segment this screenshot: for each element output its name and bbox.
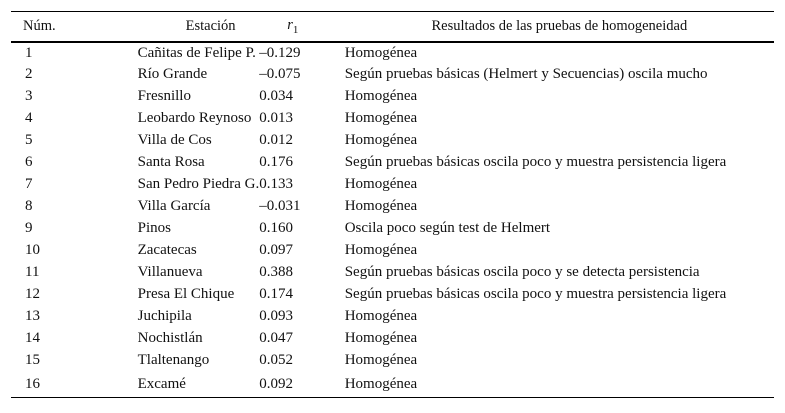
cell-num: 14 <box>25 330 40 346</box>
cell-r1: 0.052 <box>259 352 294 368</box>
table-body <box>11 42 774 398</box>
cell-estacion: Presa El Chique <box>137 286 235 302</box>
header-estacion: Estación <box>68 12 260 42</box>
table-row <box>11 306 774 328</box>
table-row <box>11 284 774 306</box>
cell-r1: 0.092 <box>259 372 344 398</box>
cell-num: 7 <box>25 176 33 192</box>
homogeneity-table-container <box>11 11 774 398</box>
table-row <box>11 350 774 372</box>
cell-estacion: Zacatecas <box>137 242 197 258</box>
cell-resultado: Homogénea <box>344 198 418 214</box>
cell-num: 1 <box>25 44 33 61</box>
cell-resultado: Homogénea <box>344 308 418 324</box>
cell-r1: –0.075 <box>259 66 301 82</box>
table-row <box>11 174 774 196</box>
cell-resultado: Homogénea <box>344 110 418 126</box>
table-row <box>11 64 774 86</box>
cell-r1: 0.097 <box>259 242 294 258</box>
cell-num: 3 <box>25 88 33 104</box>
cell-r1: –0.031 <box>259 198 301 214</box>
cell-r1: 0.174 <box>259 286 294 302</box>
cell-resultado: Homogénea <box>344 132 418 148</box>
cell-estacion: San Pedro Piedra G. <box>137 176 260 192</box>
table-row <box>11 262 774 284</box>
header-r1-symbol: r <box>287 16 293 33</box>
cell-resultado: Homogénea <box>344 44 418 61</box>
cell-r1: 0.093 <box>259 308 294 324</box>
cell-resultado: Oscila poco según test de Helmert <box>344 220 551 236</box>
cell-resultado: Homogénea <box>344 330 418 346</box>
cell-num: 2 <box>25 66 33 82</box>
cell-estacion: Cañitas de Felipe P. <box>137 44 256 61</box>
table-row <box>11 372 774 398</box>
cell-resultado: Homogénea <box>344 176 418 192</box>
cell-num: 4 <box>25 110 33 126</box>
table-row <box>11 218 774 240</box>
cell-r1: 0.133 <box>259 176 294 192</box>
header-num: Núm. <box>11 12 68 42</box>
cell-r1: 0.160 <box>259 220 294 236</box>
cell-estacion: Río Grande <box>137 66 208 82</box>
header-row <box>11 12 774 42</box>
cell-estacion: Tlaltenango <box>137 352 210 368</box>
cell-num: 11 <box>25 264 40 280</box>
cell-num: 15 <box>25 352 40 368</box>
cell-estacion: Fresnillo <box>137 88 191 104</box>
table-row <box>11 42 774 64</box>
cell-resultado: Según pruebas básicas oscila poco y se detecta persistencia <box>344 264 700 280</box>
cell-resultado: Homogénea <box>344 242 418 258</box>
cell-estacion: Juchipila <box>137 308 192 324</box>
cell-num: 9 <box>25 220 33 236</box>
cell-num: 8 <box>25 198 33 214</box>
cell-r1: 0.176 <box>259 154 294 170</box>
cell-num: 13 <box>25 308 40 324</box>
cell-r1: –0.129 <box>259 44 301 61</box>
cell-estacion: Excamé <box>68 372 260 398</box>
cell-num: 6 <box>25 154 33 170</box>
table-row <box>11 108 774 130</box>
cell-resultado: Homogénea <box>344 88 418 104</box>
table-header <box>11 12 774 42</box>
cell-resultado: Según pruebas básicas oscila poco y muestra persistencia ligera <box>344 154 727 170</box>
cell-resultado: Homogénea <box>345 372 774 398</box>
cell-estacion: Villa de Cos <box>137 132 212 148</box>
cell-r1: 0.047 <box>259 330 294 346</box>
table-row <box>11 328 774 350</box>
cell-resultado: Homogénea <box>344 352 418 368</box>
cell-estacion: Nochistlán <box>137 330 203 346</box>
cell-r1: 0.388 <box>259 264 294 280</box>
cell-r1: 0.012 <box>259 132 294 148</box>
cell-r1: 0.013 <box>259 110 294 126</box>
table-row <box>11 86 774 108</box>
cell-estacion: Santa Rosa <box>137 154 205 170</box>
homogeneity-table <box>11 11 774 398</box>
cell-resultado: Según pruebas básicas (Helmert y Secuencias) oscila mucho <box>344 66 708 82</box>
cell-num: 12 <box>25 286 40 302</box>
table-row <box>11 152 774 174</box>
cell-r1: 0.034 <box>259 88 294 104</box>
cell-estacion: Villa García <box>137 198 211 214</box>
cell-estacion: Leobardo Reynoso <box>137 110 252 126</box>
cell-estacion: Pinos <box>137 220 171 236</box>
header-r1-subscript: 1 <box>292 23 299 36</box>
table-row <box>11 240 774 262</box>
table-row <box>11 196 774 218</box>
cell-num: 5 <box>25 132 33 148</box>
table-row <box>11 130 774 152</box>
header-resultados: Resultados de las pruebas de homogeneidad <box>345 12 774 42</box>
cell-estacion: Villanueva <box>137 264 203 280</box>
cell-num: 10 <box>25 242 40 258</box>
cell-num: 16 <box>11 372 68 398</box>
cell-resultado: Según pruebas básicas oscila poco y muestra persistencia ligera <box>344 286 727 302</box>
header-r1 <box>259 12 344 42</box>
